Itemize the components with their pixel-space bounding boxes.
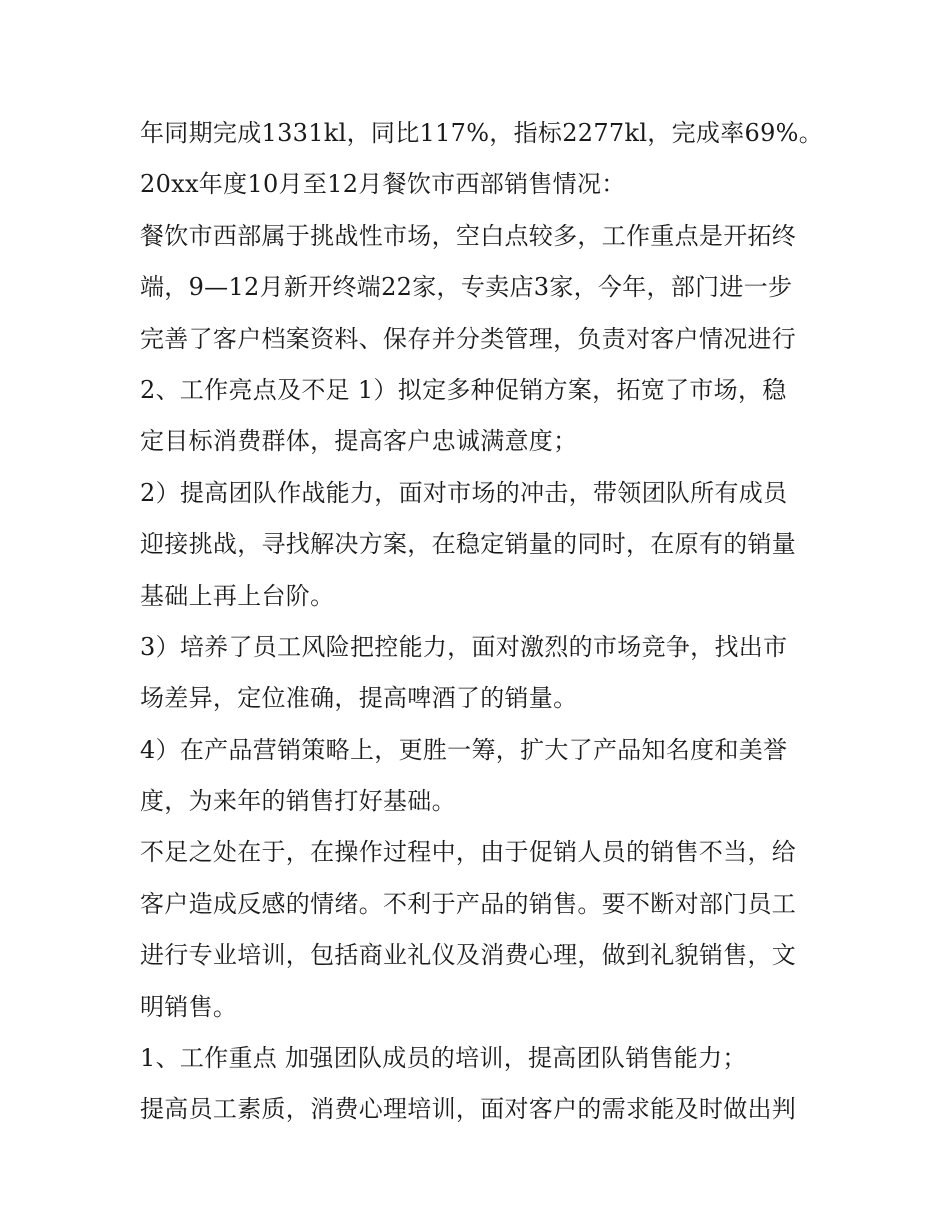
text-line: 餐饮市西部属于挑战性市场，空白点较多，工作重点是开拓终 xyxy=(140,221,797,250)
text-line: 2）提高团队作战能力，面对市场的冲击，带领团队所有成员 xyxy=(140,478,788,507)
document-body xyxy=(140,108,824,1136)
text-line: 年同期完成1331kl，同比117%，指标2277kl，完成率69%。 xyxy=(140,119,824,147)
text-line: 明销售。 xyxy=(140,992,238,1021)
text-line: 迎接挑战，寻找解决方案，在稳定销量的同时，在原有的销量 xyxy=(140,530,797,559)
text-line: 不足之处在于，在操作过程中，由于促销人员的销售不当，给 xyxy=(140,838,797,867)
text-line: 完善了客户档案资料、保存并分类管理，负责对客户情况进行 xyxy=(140,324,797,353)
text-line: 3）培养了员工风险把控能力，面对激烈的市场竞争，找出市 xyxy=(140,632,788,661)
text-line: 场差异，定位准确，提高啤酒了的销量。 xyxy=(140,684,578,713)
text-line: 度，为来年的销售打好基础。 xyxy=(140,787,456,816)
text-line: 进行专业培训，包括商业礼仪及消费心理，做到礼貌销售，文 xyxy=(140,941,797,970)
text-line: 客户造成反感的情绪。不利于产品的销售。要不断对部门员工 xyxy=(140,889,797,918)
text-line: 定目标消费群体，提高客户忠诚满意度； xyxy=(140,427,578,456)
text-line: 基础上再上台阶。 xyxy=(140,581,335,610)
text-line: 2、工作亮点及不足 1）拟定多种促销方案，拓宽了市场，稳 xyxy=(140,375,787,404)
text-line: 1、工作重点 加强团队成员的培训，提高团队销售能力； xyxy=(140,1044,747,1073)
text-line: 4）在产品营销策略上，更胜一筹，扩大了产品知名度和美誉 xyxy=(140,735,788,764)
text-line: 20xx年度10月至12月餐饮市西部销售情况： xyxy=(140,170,626,199)
text-line: 提高员工素质，消费心理培训，面对客户的需求能及时做出判 xyxy=(140,1095,797,1124)
text-line: 端，9—12月新开终端22家，专卖店3家，今年，部门进一步 xyxy=(140,273,793,302)
